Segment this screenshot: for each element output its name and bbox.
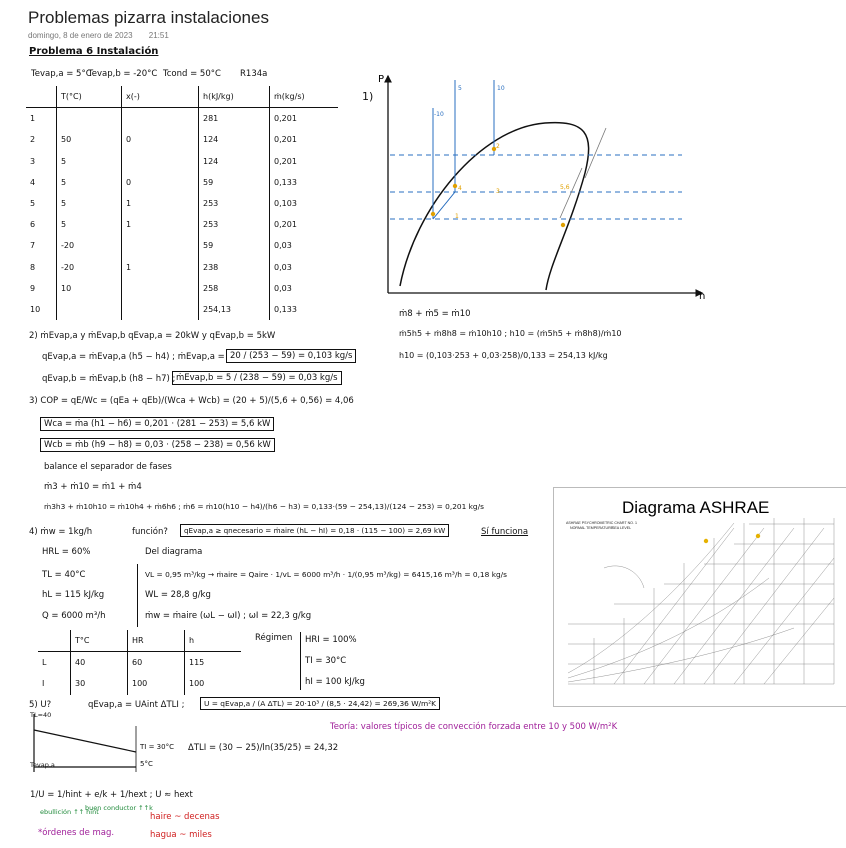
mix-eq-2: ṁ5h5 + ṁ8h8 = ṁ10h10 ; h10 = (ṁ5h5 + ṁ8h8)/ṁ10 [399, 329, 622, 338]
point-label: 3 [496, 188, 500, 195]
point-label: 1 [455, 213, 459, 220]
section3-wcb: Wcb = ṁb (h9 − h8) = 0,03 · (258 − 238) = 0,56 kW [40, 438, 275, 452]
col-header-t: T(°C) [57, 86, 122, 108]
table-row: 1 281 0,201 [26, 108, 338, 130]
chart-point [704, 539, 708, 543]
section2-result-a: 20 / (253 − 59) = 0,103 kg/s [226, 349, 356, 363]
section4-q: Q = 6000 m³/h [42, 611, 106, 621]
point-label: 2 [496, 143, 500, 150]
mix-eq-1: ṁ8 + ṁ5 = ṁ10 [399, 309, 471, 319]
table-row: 7 -20 59 0,03 [26, 235, 338, 256]
point-label: 5,6 [560, 184, 570, 191]
condition-refrigerant: R134a [240, 69, 268, 79]
table-row: 3 5 124 0,201 [26, 151, 338, 172]
condition-tevap-a: Tevap,a = 5°C [31, 69, 92, 79]
section4-condition: qEvap,a ≥ qnecesario = ṁaire (hL − hI) = 0,18 · (115 − 100) = 2,69 kW [180, 524, 449, 537]
col-header-hr: HR [128, 630, 185, 652]
profile-tl-label: TL=40 [30, 711, 52, 719]
section2-line2: qEvap,a = ṁEvap,a (h5 − h4) ; ṁEvap,a = [42, 352, 225, 362]
section4-vl: VL = 0,95 m³/kg → ṁaire = Qaire · 1/vL = 6000 m³/h · 1/(0,95 m³/kg) = 6415,16 m³/h = 0,18 kg/s [145, 570, 507, 579]
section4-hl: hL = 115 kJ/kg [42, 590, 105, 600]
mix-eq-3: h10 = (0,103·253 + 0,03·258)/0,133 = 254,13 kJ/kg [399, 351, 608, 360]
section4-function: función? [132, 527, 168, 537]
ashrae-caption-1: ASHRAE PSYCHROMETRIC CHART NO. 1 [566, 521, 637, 525]
section3-bal1: ṁ3 + ṁ10 = ṁ1 + ṁ4 [44, 482, 142, 492]
page-time: 21:51 [148, 31, 169, 40]
point-label: 5 [458, 85, 462, 92]
section2-line3: qEvap,b = ṁEvap,b (h8 − h7) ; [42, 374, 176, 384]
section3-bal2: ṁ3h3 + ṁ10h10 = ṁ10h4 + ṁ6h6 ; ṁ6 = ṁ10(h10 − h4)/(h6 − h3) = 0,133·(59 − 254,13)/(124 − 253) = 0,201 kg/s [44, 502, 484, 511]
profile-zero: 5°C [140, 760, 153, 768]
p-axis-label: P [378, 74, 385, 85]
section4-result: Sí funciona [481, 527, 529, 537]
page-title: Problemas pizarra instalaciones [28, 8, 269, 27]
page-meta [28, 31, 183, 40]
section5-purple-note: *órdenes de mag. [38, 828, 115, 838]
table-row: I 30 100 100 [38, 673, 241, 694]
profile-evap-label: Tevap,a [30, 761, 55, 769]
table-header-row [26, 86, 338, 108]
condition-tevap-b: Tevap,b = -20°C [88, 69, 158, 79]
regime-title: Régimen [255, 633, 293, 643]
section3-balance: balance el separador de fases [44, 462, 172, 472]
section5-green1: ebullición ↑↑ hint [40, 808, 99, 816]
chart-point [756, 534, 760, 538]
section5-green2: buen conductor ↑↑k [85, 804, 153, 812]
section5-q: qEvap,a = UAint ΔTLI ; [88, 700, 185, 710]
point-label: 4 [458, 185, 462, 192]
section4-hr: HRL = 60% [42, 547, 91, 557]
section5-result: U = qEvap,a / (A ΔTL) = 20·10³ / (8,5 · 24,42) = 269,36 W/m²K [200, 697, 440, 710]
col-header-t: T°C [71, 630, 128, 652]
section3-cop: 3) COP = qE/Wc = (qEa + qEb)/(Wca + Wcb) = (20 + 5)/(5,6 + 0,56) = 4,06 [29, 396, 354, 406]
table-row: 2 50 0 124 0,201 [26, 129, 338, 150]
section3-wca: Wca = ṁa (h1 − h6) = 0,201 · (281 − 253) = 5,6 kW [40, 417, 274, 431]
h-axis-label: h [699, 291, 706, 302]
ashrae-caption-3: SEA LEVEL [612, 526, 632, 530]
section5-theory: Teoría: valores típicos de convección forzada entre 10 y 500 W/m²K [330, 722, 618, 732]
section5-red1: haire ~ decenas [150, 812, 220, 822]
page-date: domingo, 8 de enero de 2023 [28, 31, 133, 40]
section5-dt: ΔTLI = (30 − 25)/ln(35/25) = 24,32 [188, 743, 339, 753]
chart-grid [568, 518, 834, 684]
col-header-h: h(kJ/kg) [199, 86, 270, 108]
section2-result-b: ṁEvap,b = 5 / (238 − 59) = 0,03 kg/s [172, 371, 342, 385]
section2-line1: 2) ṁEvap,a y ṁEvap,b qEvap,a = 20kW y qEvap,b = 5kW [29, 331, 276, 341]
state-table [26, 86, 338, 320]
table-row: 9 10 258 0,03 [26, 278, 338, 299]
section4-tl: TL = 40°C [42, 570, 86, 580]
section5-u: 5) U? [29, 700, 52, 710]
ashrae-chart-image [553, 487, 846, 707]
ph-diagram [370, 68, 710, 303]
table-row: 6 5 1 253 0,201 [26, 214, 338, 235]
regime-item: TI = 30°C [305, 656, 347, 666]
table-row: 4 5 0 59 0,133 [26, 172, 338, 193]
psychrometric-chart [554, 488, 846, 706]
section5-u-eq: 1/U = 1/hint + e/k + 1/hext ; U ≈ hext [30, 790, 193, 800]
table-row: L 40 60 115 [38, 652, 241, 674]
table-header-row [38, 630, 241, 652]
regime-item: hI = 100 kJ/kg [305, 677, 365, 687]
problem-heading: Problema 6 Instalación [29, 46, 159, 57]
table-row: 5 5 1 253 0,103 [26, 193, 338, 214]
condition-tcond: Tcond = 50°C [163, 69, 221, 79]
ashrae-title: Diagrama ASHRAE [622, 498, 770, 517]
section4-del: Del diagrama [145, 547, 203, 557]
section4-wl: WL = 28,8 g/kg [145, 590, 211, 600]
point-label: -10 [434, 111, 444, 118]
table-row: 8 -20 1 238 0,03 [26, 257, 338, 278]
col-header-m: ṁ(kg/s) [270, 86, 339, 108]
point-label: 10 [497, 85, 505, 92]
section5-red2: hagua ~ miles [150, 830, 212, 840]
profile-ti-label: TI = 30°C [140, 743, 174, 751]
regime-item: HRI = 100% [305, 635, 357, 645]
col-header-x: x(-) [122, 86, 199, 108]
ph-diagram-label: 1) [362, 90, 374, 103]
air-table [38, 630, 241, 695]
ashrae-caption-2: NORMAL TEMPERATURE [570, 526, 614, 530]
section4-mw: 4) ṁw = 1kg/h [29, 527, 93, 537]
table-row: 10 254,13 0,133 [26, 299, 338, 320]
col-header-h: h [185, 630, 242, 652]
section4-mw-eq: ṁw = ṁaire (ωL − ωI) ; ωI = 22,3 g/kg [145, 611, 312, 621]
